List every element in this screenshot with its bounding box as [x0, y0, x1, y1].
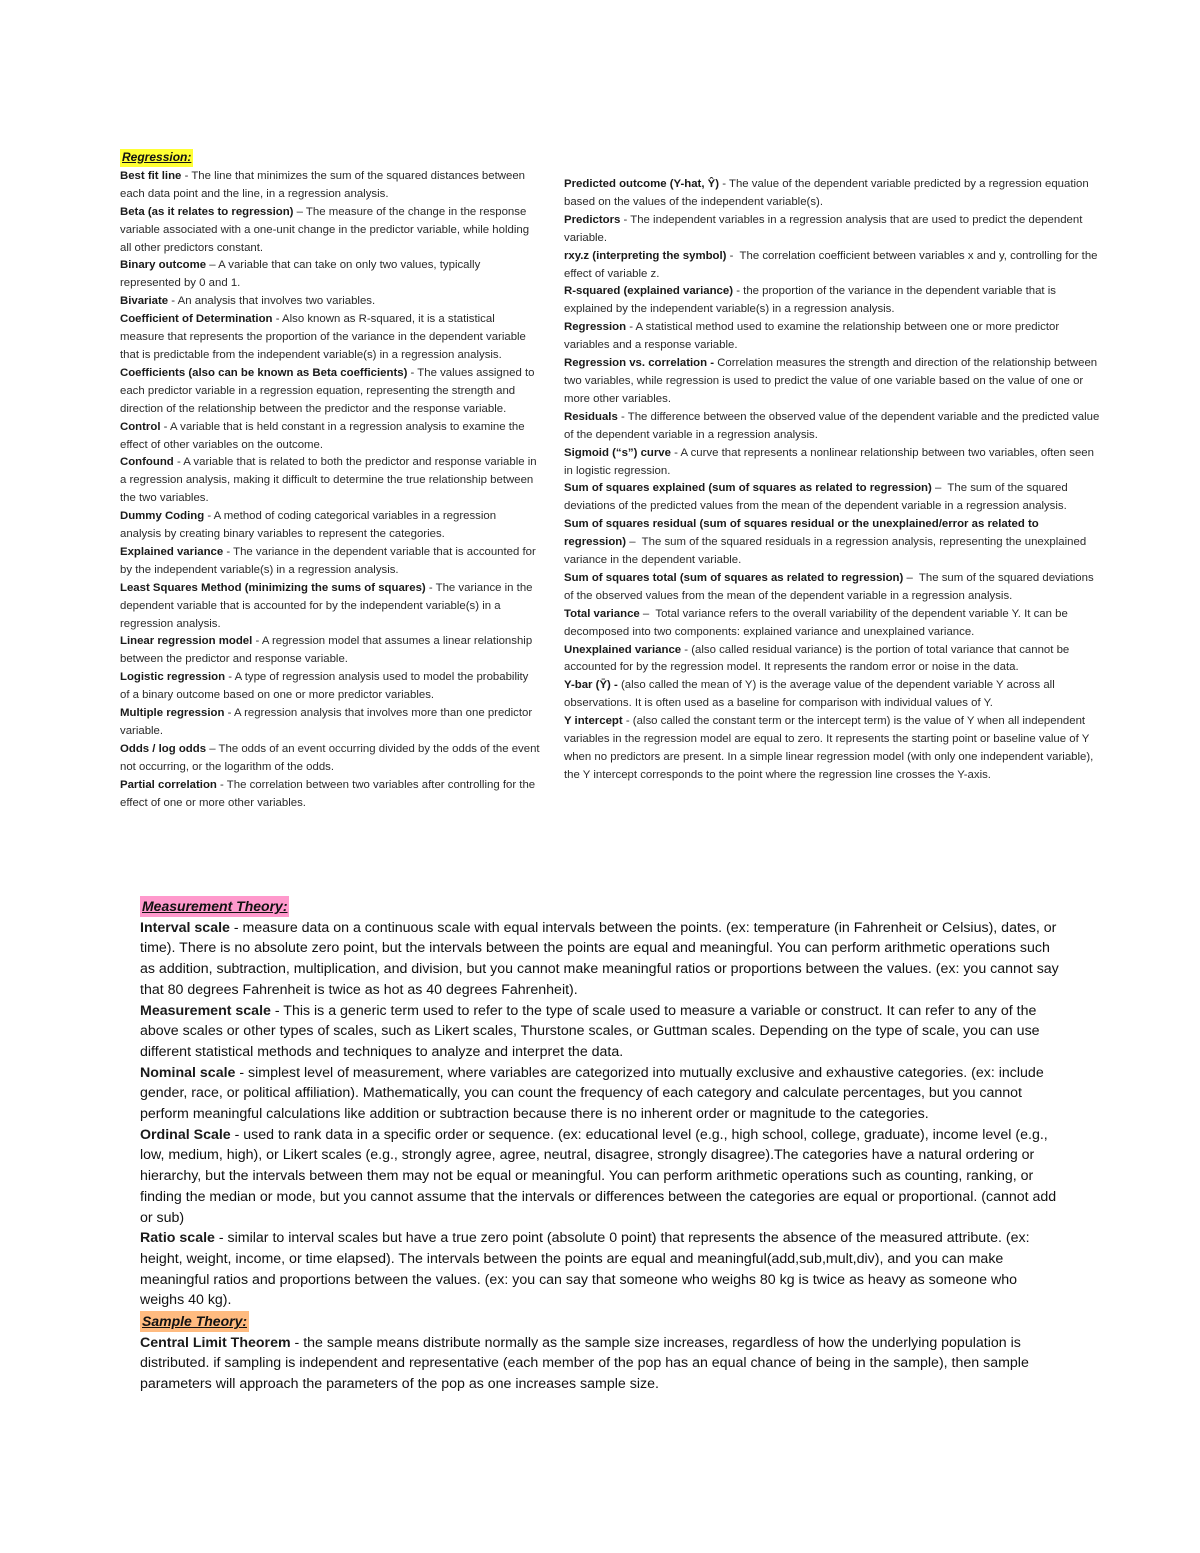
regression-term-term: Linear regression model	[120, 635, 253, 648]
measurement-term-definition: used to rank data in a specific order or sequence. (ex: educational level (e.g., high school, college, graduate), income level (e.g., low, medium, high), or Likert scales (e.g., strongly agree, agree, neutral, disagree, strongly disagree).The categories have a natural ordering or hierarchy, but the intervals between them may not be equal or meaningful. You can perform arithmetic operations such as counting, ranking, or finding the median or mode, but you cannot assume that the intervals or differences between the categories are equal or proportional. (cannot add or sub)	[140, 1126, 1057, 1226]
regression-term-term: Predictors	[564, 213, 621, 226]
regression-term-term: Residuals	[564, 410, 618, 423]
regression-term-separator: -	[407, 366, 418, 379]
regression-term-entry	[120, 508, 540, 544]
regression-term-term: Coefficients (also can be known as Beta coefficients)	[120, 366, 408, 379]
regression-term-definition: A variable that is held constant in a regression analysis to examine the effect of other variables on the outcome.	[120, 420, 525, 451]
regression-term-definition: The sum of the squared residuals in a regression analysis, representing the unexplained variance in the dependent variable.	[564, 536, 1087, 567]
regression-term-term: Least Squares Method (minimizing the sums of squares)	[120, 581, 426, 594]
regression-term-entry	[120, 454, 540, 508]
regression-term-term: Partial correlation	[120, 778, 217, 791]
regression-term-term: Multiple regression	[120, 707, 225, 720]
regression-term-definition: A variable that is related to both the predictor and response variable in a regression analysis, making it difficult to determine the true relationship between the two variables.	[120, 456, 537, 505]
measurement-term-separator: -	[270, 1002, 284, 1019]
measurement-sample-section	[140, 896, 1060, 1395]
regression-term-definition: The correlation coefficient between variables x and y, controlling for the effect of variable z.	[564, 249, 1098, 280]
regression-term-entry	[564, 212, 1100, 248]
regression-term-separator: -	[168, 295, 178, 308]
regression-term-term: Regression vs. correlation -	[564, 357, 715, 370]
regression-term-term: Y intercept	[564, 715, 623, 728]
regression-term-definition: The sum of the squared deviations of the predicted values from the mean of the dependent variable in a regression analysis.	[564, 482, 1068, 513]
sample-theory-heading: Sample Theory:	[140, 1311, 249, 1332]
regression-term-definition: The measure of the change in the response variable associated with a one-unit change in the predictor variable, while holding all other predictors constant.	[120, 205, 530, 254]
regression-term-entry	[564, 713, 1100, 785]
measurement-term-separator: -	[235, 1064, 249, 1081]
sample-term-definition: the sample means distribute normally as the sample size increases, regardless of how the underlying population is distributed. if sampling is independent and representative (each member of the pop has an equal chance of being in the sample), then sample parameters will approach the parameters of the pop as one increases sample size.	[140, 1334, 1029, 1393]
regression-term-entry	[564, 677, 1100, 713]
regression-term-term: Binary outcome	[120, 259, 207, 272]
regression-term-definition: The variance in the dependent variable that is accounted for by the independent variable(s) in a regression analysis.	[120, 581, 533, 630]
regression-term-term: Sum of squares explained (sum of squares as related to regression)	[564, 482, 932, 495]
regression-term-definition: (also called residual variance) is the portion of total variance that cannot be accounted for by the regression model. It represents the random error or noise in the data.	[564, 643, 1070, 674]
regression-term-definition: The sum of the squared deviations of the observed values from the mean of the dependent variable in a regression analysis.	[564, 571, 1094, 602]
regression-term-entry	[120, 741, 540, 777]
regression-term-entry	[120, 633, 540, 669]
measurement-term-term: Interval scale	[140, 919, 230, 936]
regression-term-entry	[120, 544, 540, 580]
regression-term-term: Coefficient of Determination	[120, 313, 273, 326]
regression-term-entry	[120, 311, 540, 365]
regression-term-separator: -	[204, 510, 214, 523]
regression-term-entry	[564, 445, 1100, 481]
regression-term-entry	[564, 248, 1100, 284]
regression-term-term: Best fit line	[120, 169, 182, 182]
regression-term-definition: A type of regression analysis used to model the probability of a binary outcome based on one or more predictor variables.	[120, 671, 529, 702]
regression-term-definition: Also known as R-squared, it is a statistical measure that represents the proportion of the variance in the dependent variable that is predictable from the independent variable(s) in a regression analysis.	[120, 313, 526, 361]
regression-term-term: Sum of squares total (sum of squares as related to regression)	[564, 571, 904, 584]
measurement-term-entry	[140, 1125, 1060, 1229]
measurement-term-definition: similar to interval scales but have a true zero point (absolute 0 point) that represents the absence of the measured attribute. (ex: height, weight, income, or time elapsed). The intervals between the points are equal and meaningful(add,sub,mult,div), and you can make meaningful ratios and proportions between the values. (ex: you can say that someone who weighs 80 kg is twice as heavy as someone who weighs 40 kg).	[140, 1230, 1030, 1309]
regression-term-term: Bivariate	[120, 295, 169, 308]
regression-term-term: Explained variance	[120, 545, 224, 558]
regression-term-entry	[120, 204, 540, 258]
regression-term-separator: –	[206, 742, 219, 755]
sample-theory-list	[140, 1333, 1060, 1395]
regression-term-definition: The independent variables in a regression analysis that are used to predict the dependent variable.	[564, 213, 1083, 244]
regression-right-column	[564, 176, 1100, 785]
regression-term-term: Confound	[120, 456, 174, 469]
regression-term-entry	[564, 606, 1100, 642]
regression-term-separator: -	[224, 707, 234, 720]
regression-term-separator: -	[719, 178, 729, 190]
regression-term-term: Y-bar (Ȳ) -	[564, 679, 618, 692]
regression-term-definition: Total variance refers to the overall variability of the dependent variable Y. It can be decomposed into two components: explained variance and unexplained variance.	[564, 607, 1068, 638]
regression-term-definition: A variable that can take on only two values, typically represented by 0 and 1.	[120, 259, 481, 290]
measurement-term-definition: measure data on a continuous scale with equal intervals between the points. (ex: temperature (in Fahrenheit or Celsius), dates, or time). There is no absolute zero point, but the intervals between the points are equal and meaningful. You can perform arithmetic operations such as addition, subtraction, multiplication, and division, but you cannot make meaningful ratios or proportions between the values. (ex: you cannot say that 80 degrees Fahrenheit is twice as hot as 40 degrees Fahrenheit).	[140, 919, 1059, 998]
regression-term-definition: The line that minimizes the sum of the squared distances between each data point and the line, in a regression analysis.	[120, 169, 525, 200]
regression-term-separator: -	[726, 249, 740, 262]
measurement-term-entry	[140, 1001, 1060, 1063]
regression-term-definition: A method of coding categorical variables in a regression analysis by creating binary variables to represent the categories.	[120, 510, 497, 541]
measurement-theory-list	[140, 918, 1060, 1311]
measurement-term-entry	[140, 918, 1060, 1001]
regression-term-definition: (also called the mean of Y) is the average value of the dependent variable Y across all observations. It is often used as a baseline for comparison with individual values of Y.	[564, 679, 1055, 710]
measurement-term-separator: -	[230, 1126, 244, 1143]
regression-term-term: Predicted outcome (Y-hat, Ŷ)	[564, 178, 720, 190]
sample-term-separator: -	[290, 1334, 304, 1351]
regression-term-definition: The value of the dependent variable predicted by a regression equation based on the values of the independent variable(s).	[564, 178, 1089, 208]
measurement-term-term: Nominal scale	[140, 1064, 236, 1081]
regression-term-term: Beta (as it relates to regression)	[120, 205, 294, 218]
regression-term-separator: -	[160, 420, 170, 433]
regression-term-separator: -	[181, 169, 192, 182]
regression-term-term: Odds / log odds	[120, 742, 207, 755]
regression-term-entry	[564, 176, 1100, 212]
regression-term-term: Regression	[564, 321, 627, 334]
measurement-term-definition: This is a generic term used to refer to the type of scale used to measure a variable or construct. It can refer to any of the above scales or other types of scales, such as Likert scales, Thurstone scales, or Guttman scales. Depending on the type of scale, you can use different statistical methods and techniques to analyze and interpret the data.	[140, 1002, 1040, 1060]
regression-term-separator: –	[903, 571, 919, 584]
regression-term-entry	[120, 777, 540, 813]
regression-term-separator: -	[622, 715, 633, 728]
regression-term-separator: -	[272, 313, 283, 326]
regression-term-entry	[564, 355, 1100, 409]
regression-term-separator: -	[225, 671, 235, 684]
measurement-term-separator: -	[229, 919, 243, 936]
regression-term-definition: A regression model that assumes a linear relationship between the predictor and response variable.	[120, 635, 533, 666]
regression-term-separator: -	[617, 410, 628, 423]
regression-term-entry	[564, 642, 1100, 678]
measurement-term-entry	[140, 1228, 1060, 1311]
regression-term-term: Control	[120, 420, 161, 433]
regression-term-entry	[120, 293, 540, 311]
regression-term-separator: -	[216, 778, 227, 791]
regression-term-separator: –	[206, 259, 219, 272]
regression-term-entry	[120, 669, 540, 705]
regression-term-entry	[564, 283, 1100, 319]
measurement-term-term: Ratio scale	[140, 1230, 215, 1247]
regression-term-definition: The odds of an event occurring divided by the odds of the event not occurring, or the logarithm of the odds.	[120, 742, 540, 773]
regression-term-separator: -	[425, 581, 436, 594]
regression-term-separator: -	[681, 643, 692, 656]
regression-term-entry	[120, 168, 540, 204]
regression-term-separator: -	[670, 446, 681, 459]
regression-term-term: Total variance	[564, 607, 640, 620]
measurement-term-term: Ordinal Scale	[140, 1126, 231, 1143]
regression-term-definition: A regression analysis that involves more than one predictor variable.	[120, 707, 533, 737]
regression-term-separator: -	[252, 635, 262, 648]
regression-term-term: Dummy Coding	[120, 510, 205, 523]
regression-term-entry	[120, 257, 540, 293]
regression-term-definition: A statistical method used to examine the relationship between one or more predictor variables and a response variable.	[564, 321, 1060, 352]
regression-term-definition: A curve that represents a nonlinear relationship between two variables, often seen in logistic regression.	[564, 446, 1094, 477]
regression-term-entry	[120, 580, 540, 634]
regression-term-entry	[564, 516, 1100, 570]
regression-term-term: Sigmoid (“s”) curve	[564, 446, 671, 459]
regression-left-column	[120, 149, 540, 813]
regression-heading: Regression:	[120, 149, 193, 167]
measurement-term-definition: simplest level of measurement, where variables are categorized into mutually exclusive and exhaustive categories. (ex: include gender, race, or political affiliation). Mathematically, you can count the frequency of each category and calculate percentages, but you cannot perform meaningful calculations like addition or subtraction because there is no inherent order or magnitude to the categories.	[140, 1064, 1044, 1123]
regression-term-separator: -	[223, 545, 234, 558]
regression-term-term: rxy.z (interpreting the symbol)	[564, 249, 727, 262]
regression-term-term: Unexplained variance	[564, 643, 682, 656]
regression-term-separator: –	[293, 205, 306, 218]
regression-term-separator: -	[733, 285, 744, 298]
regression-term-separator: -	[626, 321, 636, 334]
regression-term-definition: the proportion of the variance in the dependent variable that is explained by the independent variable(s) in a regression analysis.	[564, 285, 1056, 316]
regression-term-separator: -	[620, 213, 631, 226]
regression-term-separator: –	[639, 607, 656, 620]
measurement-term-entry	[140, 1063, 1060, 1125]
regression-term-separator: –	[626, 536, 642, 549]
regression-term-definition: (also called the constant term or the intercept term) is the value of Y when all independent variables in the regression model are equal to zero. It represents the starting point or baseline value of Y when no predictors are present. In a simple linear regression model (with only one independent variable), the Y intercept corresponds to the point where the regression line crosses the Y-axis.	[564, 715, 1094, 781]
regression-term-entry	[564, 480, 1100, 516]
regression-term-definition: The correlation between two variables after controlling for the effect of one or more other variables.	[120, 778, 536, 809]
regression-term-separator: –	[931, 482, 948, 495]
regression-term-definition: The variance in the dependent variable that is accounted for by the independent variable(s) in a regression analysis.	[120, 545, 536, 576]
regression-term-term: R-squared (explained variance)	[564, 285, 734, 298]
regression-term-entry	[120, 365, 540, 419]
regression-term-definition: An analysis that involves two variables.	[177, 295, 376, 308]
regression-term-definition: The difference between the observed value of the dependent variable and the predicted value of the dependent variable in a regression analysis.	[564, 410, 1100, 441]
regression-term-definition: Correlation measures the strength and direction of the relationship between two variables, while regression is used to predict the value of one variable based on the value of one or more other variables.	[564, 357, 1098, 405]
regression-term-separator: -	[173, 456, 184, 469]
measurement-term-term: Measurement scale	[140, 1002, 271, 1019]
regression-term-entry	[120, 705, 540, 741]
sample-term-entry	[140, 1333, 1060, 1395]
regression-term-entry	[564, 319, 1100, 355]
regression-term-definition: The values assigned to each predictor variable in a regression equation, representing the strength and direction of the relationship between the predictor and the response variable.	[120, 366, 535, 415]
regression-term-term: Sum of squares residual (sum of squares residual or the unexplained/error as related to regression)	[564, 518, 1039, 549]
regression-term-term: Logistic regression	[120, 671, 226, 684]
regression-term-entry	[120, 419, 540, 455]
measurement-theory-heading: Measurement Theory:	[140, 896, 289, 917]
regression-term-entry	[564, 409, 1100, 445]
regression-term-entry	[564, 570, 1100, 606]
sample-term-term: Central Limit Theorem	[140, 1334, 291, 1351]
measurement-term-separator: -	[214, 1230, 228, 1247]
